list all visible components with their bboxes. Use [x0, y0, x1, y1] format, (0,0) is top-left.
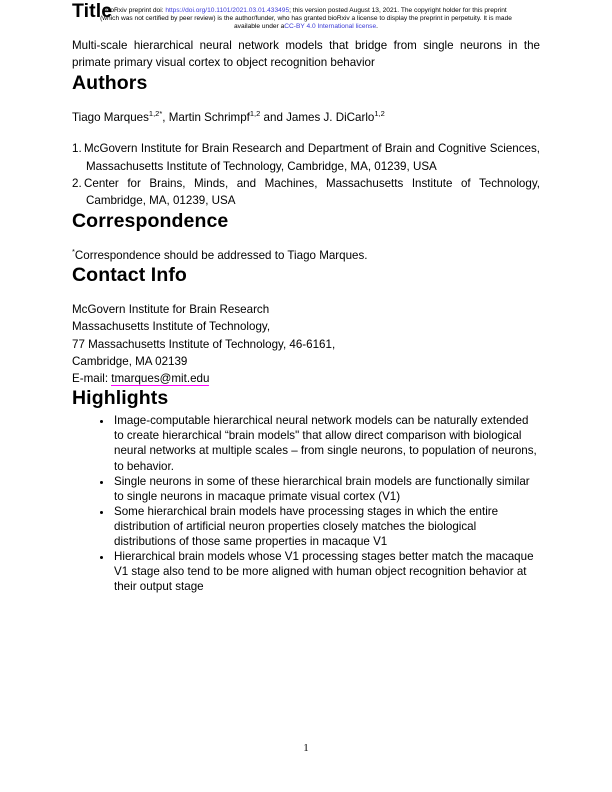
email-label: E-mail:	[72, 372, 112, 386]
author-name: , Martin Schrimpf	[162, 110, 250, 124]
authors-heading: Authors	[72, 71, 148, 94]
affiliation-text: Center for Brains, Minds, and Machines, Massachusetts Institute of Technology, Cambridge, MA, 01239, USA	[84, 177, 540, 208]
highlight-bullet: • Hierarchical brain models whose V1 processing stages better match the macaque V1 stage also tend to be more aligned with human object recognition behavior at their output stage	[113, 549, 540, 594]
highlight-bullet: • Image-computable hierarchical neural network models can be naturally extended to create hierarchical “brain models" that allow direct comparison with biological neural networks at multiple scales – from single neurons, to population of neurons, to behavior.	[113, 413, 540, 473]
page-number: 1	[303, 742, 309, 754]
banner-line3-prefix: available under a	[234, 23, 285, 30]
author-name: and James J. DiCarlo	[260, 110, 375, 124]
author-affil-superscript: 1,2	[374, 108, 385, 118]
banner-line3-suffix: .	[376, 23, 378, 30]
contact-email-line	[72, 370, 540, 387]
contact-line: Cambridge, MA 02139	[72, 354, 188, 368]
correspondence-body: Correspondence should be addressed to Tiago Marques.	[74, 248, 368, 262]
affiliations-list	[72, 140, 540, 210]
highlights-heading: Highlights	[72, 387, 169, 410]
highlights-bullet-list	[72, 413, 540, 594]
correspondence-text	[72, 247, 540, 264]
correspondence-asterisk: *	[72, 246, 75, 256]
affiliation-number: 2.	[72, 177, 84, 191]
contact-line: McGovern Institute for Brain Research	[72, 303, 270, 317]
page-content	[72, 0, 540, 594]
affiliation-number: 1.	[72, 142, 84, 156]
license-link[interactable]: CC-BY 4.0 International license	[284, 23, 377, 30]
contact-heading: Contact Info	[72, 264, 187, 287]
highlight-bullet: • Some hierarchical brain models have processing stages in which the entire distribution of artificial neuron properties closely matches the biological distributions of those same properties in macaque V1	[113, 504, 540, 549]
author-name: Tiago Marques	[72, 110, 149, 124]
affiliation-text: McGovern Institute for Brain Research and Department of Brain and Cognitive Sciences, Massachusetts Institute of Technology, Cambridge, MA, 01239, USA	[84, 142, 540, 173]
paper-title-text: Multi-scale hierarchical neural network models that bridge from single neurons in the primate primary visual cortex to object recognition behavior	[72, 39, 540, 70]
highlight-bullet: • Single neurons in some of these hierarchical brain models are functionally similar to single neurons in macaque primate visual cortex (V1)	[113, 474, 540, 504]
affiliation-item	[72, 140, 540, 175]
correspondence-heading: Correspondence	[72, 209, 229, 232]
affiliation-item	[72, 175, 540, 210]
title-heading: Title	[72, 0, 113, 22]
author-affil-superscript: 1,2	[249, 108, 261, 118]
contact-line: Massachusetts Institute of Technology,	[72, 320, 271, 334]
banner-line-2: (which was not certified by peer review) is the author/funder, who has granted bioRxiv a license to display the preprint in perpetuity. It is made	[100, 15, 512, 22]
doi-link[interactable]: https://doi.org/10.1101/2021.03.01.433495	[165, 7, 290, 14]
contact-line: 77 Massachusetts Institute of Technology, 46-6161,	[72, 337, 336, 351]
contact-lines	[72, 301, 540, 387]
authors-line	[72, 109, 540, 126]
email-link[interactable]: tmarques@mit.edu	[111, 372, 210, 386]
banner-line1-suffix: ; this version posted August 13, 2021. The copyright holder for this preprint	[289, 7, 507, 14]
author-affil-superscript: 1,2*	[148, 108, 163, 118]
banner-line1-prefix: bioRxiv preprint doi:	[105, 7, 166, 14]
